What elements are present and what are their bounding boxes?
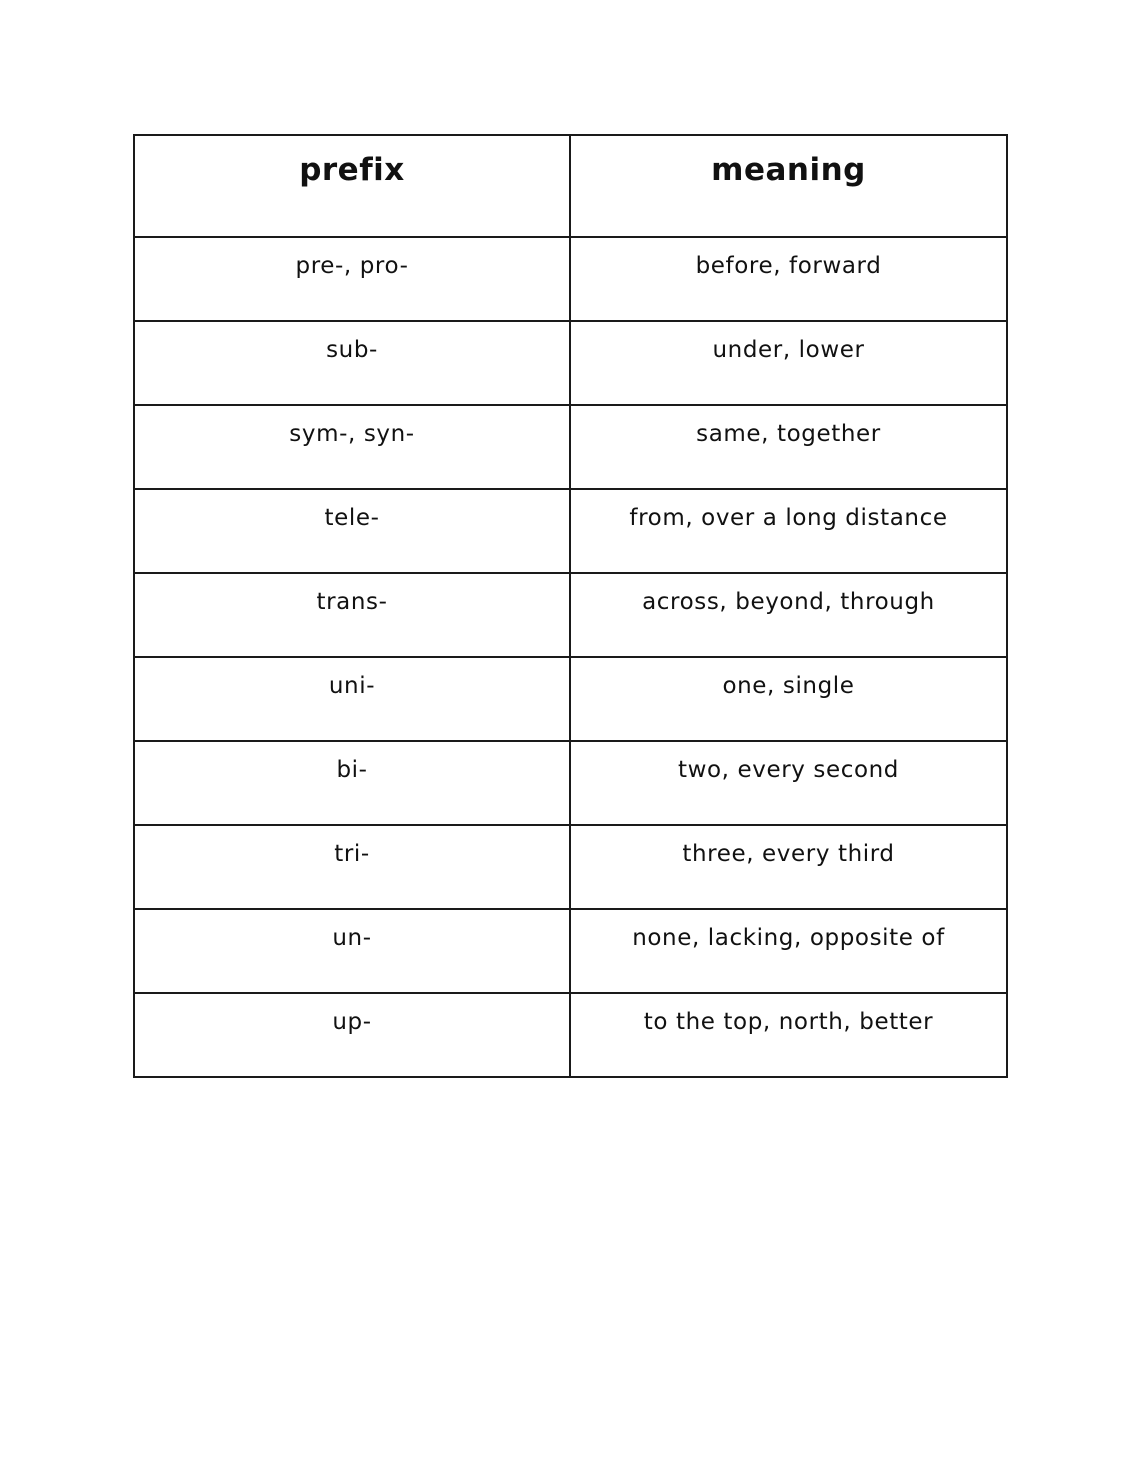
table-row	[134, 657, 1007, 741]
table-row	[134, 741, 1007, 825]
table-row	[134, 405, 1007, 489]
prefix-cell: sym-, syn-	[134, 405, 570, 489]
meaning-cell: same, together	[570, 405, 1007, 489]
meaning-cell: under, lower	[570, 321, 1007, 405]
prefix-cell: trans-	[134, 573, 570, 657]
header-prefix: prefix	[134, 135, 570, 237]
prefix-meaning-table	[133, 134, 1008, 1078]
prefix-cell: up-	[134, 993, 570, 1077]
prefix-cell: un-	[134, 909, 570, 993]
meaning-cell: to the top, north, better	[570, 993, 1007, 1077]
prefix-cell: tri-	[134, 825, 570, 909]
meaning-cell: across, beyond, through	[570, 573, 1007, 657]
meaning-cell: three, every third	[570, 825, 1007, 909]
prefix-cell: tele-	[134, 489, 570, 573]
meaning-cell: none, lacking, opposite of	[570, 909, 1007, 993]
prefix-cell: uni-	[134, 657, 570, 741]
table-row	[134, 573, 1007, 657]
header-meaning: meaning	[570, 135, 1007, 237]
table-row	[134, 825, 1007, 909]
table-row	[134, 321, 1007, 405]
meaning-cell: one, single	[570, 657, 1007, 741]
table-row	[134, 909, 1007, 993]
meaning-cell: before, forward	[570, 237, 1007, 321]
table-row	[134, 489, 1007, 573]
prefix-cell: bi-	[134, 741, 570, 825]
meaning-cell: two, every second	[570, 741, 1007, 825]
prefix-cell: pre-, pro-	[134, 237, 570, 321]
table-row	[134, 993, 1007, 1077]
table-header-row	[134, 135, 1007, 237]
meaning-cell: from, over a long distance	[570, 489, 1007, 573]
prefix-cell: sub-	[134, 321, 570, 405]
table-row	[134, 237, 1007, 321]
